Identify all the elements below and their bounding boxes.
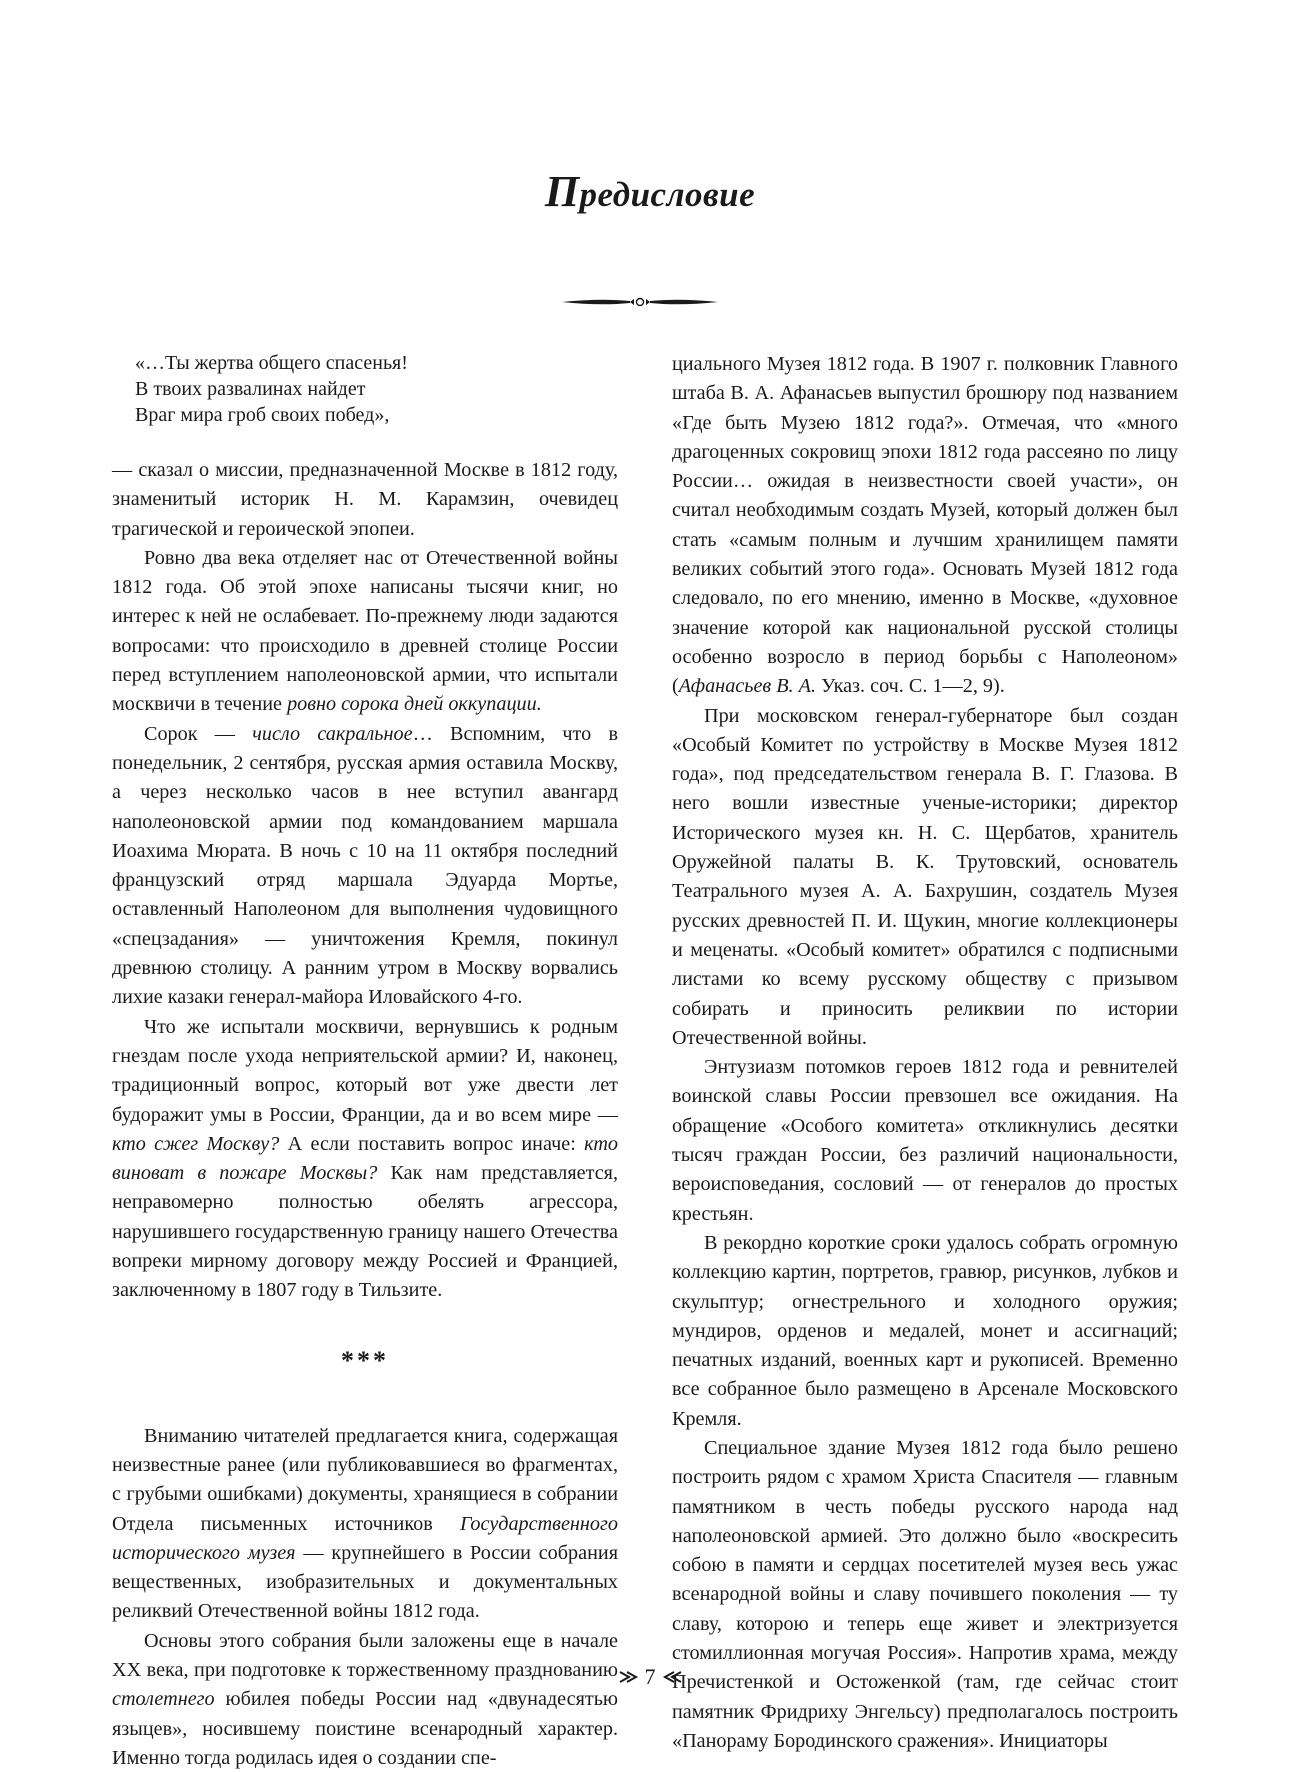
epigraph-line: «…Ты жертва общего спасенья! — [135, 352, 408, 374]
paragraph: — сказал о миссии, предназначенной Москве в 1812 году, знаменитый историк Н. М. Карамзин, очевидец трагической и героической эпопеи. — [112, 459, 618, 540]
page-title: Предисловие — [544, 167, 756, 216]
epigraph-line: Враг мира гроб своих побед», — [135, 404, 390, 426]
paragraph: При московском генерал-губернаторе был создан «Особый Комитет по устройству в Москве Музея 1812 года», под председательством генерала В. Г. Глазова. В него вошли известные ученые-историки; директор Исторического музея кн. Н. С. Щербатов, хранитель Оружейной палаты В. К. Трутовский, основатель Театрального музея А. А. Бахрушин, создатель Музея русских древностей П. И. Щукин, многие коллекционеры и меценаты. «Особый комитет» обратился с подписными листами ко всему русскому обществу с призывом собирать и приносить реликвии по истории Отечественной войны. — [672, 704, 1178, 1049]
paragraph: Что же испытали москвичи, вернувшись к родным гнездам после ухода неприятельской армии? И, наконец, традиционный вопрос, который вот уже двести лет будоражит умы в России, Франции, да и во всем мире — кто сжег Москву? А если поставить вопрос иначе: кто виноват в пожаре Москвы? Как нам представляется, неправомерно полностью обелять агрессора, нарушившего государственную границу нашего Отечества вопреки мирному договору между Россией и Францией, заключенному в 1807 году в Тильзите. — [112, 1015, 618, 1302]
paragraph: циального Музея 1812 года. В 1907 г. полковник Главного штаба В. А. Афанасьев выпустил брошюру под названием «Где быть Музею 1812 года?». Отмечая, что «много драгоценных сокровищ эпохи 1812 года рассеяно по лицу России… ожидая в неизвестности своей участи», он считал необходимым создать Музей, который должен был стать «самым полным и лучшим хранилищем памяти великих событий этого года». Основать Музей 1812 года следовало, по его мнению, именно в Москве, «духовное значение которой как национальной русской столицы особенно возросло в период борьбы с Наполеоном» (Афанасьев В. А. Указ. соч. С. 1—2, 9). — [672, 353, 1178, 698]
page-number-value: 7 — [644, 1664, 656, 1689]
paragraph: Сорок — число сакральное… Вспомним, что в понедельник, 2 сентября, русская армия оставила Москву, а через несколько часов в нее вступил авангард наполеоновской армии под командованием маршала Иоахима Мюрата. В ночь с 10 на 11 октября последний французский отряд маршала Эдуарда Мортье, оставленный Наполеоном для выполнения чудовищного «спецзадания» — уничтожения Кремля, покинул древнюю столицу. А ранним утром в Москву ворвались лихие казаки генерал-майора Иловайского 4-го. — [112, 722, 618, 1009]
arrow-left-ornament-icon — [662, 1669, 682, 1685]
arrow-right-ornament-icon — [619, 1669, 639, 1685]
paragraph: Специальное здание Музея 1812 года было решено построить рядом с храмом Христа Спасителя — главным памятником в честь победы русского народа над наполеоновской армией. Это должно было «воскресить собою в памяти и сердцах посетителей музея весь ужас всенародной войны и славу почившего поколения — ту славу, которою и теперь еще живет и электризуется стомиллионная могучая Россия». Напротив храма, между Пречистенкой и Остоженкой (там, где сейчас стоит памятник Фридриху Энгельсу) предполагалось построить «Панораму Бородинского сражения». Инициаторы — [672, 1436, 1178, 1752]
section-separator: *** — [341, 1345, 389, 1375]
paragraph: Ровно два века отделяет нас от Отечественной войны 1812 года. Об этой эпохе написаны тысячи книг, но интерес к ней не ослабевает. По-прежнему люди задаются вопросами: что происходило в древней столице России перед вступлением наполеоновской армии, что испытали москвичи в течение ровно сорока дней оккупации. — [112, 546, 618, 716]
divider-ornament-icon — [560, 292, 720, 312]
paragraph: Энтузиазм потомков героев 1812 года и ревнителей воинской славы России превзошел все ожидания. На обращение «Особого комитета» откликнулись десятки тысяч граждан России, без различий национальности, вероисповедания, сословий — от генералов до простых крестьян. — [672, 1056, 1178, 1225]
page-number — [0, 1664, 1300, 1690]
paragraph: Вниманию читателей предлагается книга, содержащая неизвестные ранее (или публиковавшиеся во фрагментах, с грубыми ошибками) документы, хранящиеся в собрании Отдела письменных источников Государственного исторического музея — крупнейшего в России собрания вещественных, изобразительных и документальных реликвий Отечественной войны 1812 года. — [112, 1424, 618, 1623]
epigraph-line: В твоих развалинах найдет — [135, 378, 366, 400]
epigraph — [135, 350, 618, 428]
right-column — [672, 350, 1178, 1756]
paragraph: Основы этого собрания были заложены еще в начале XX века, при подготовке к торжественному празднованию столетнего юбилея победы России над «двунадесятью языцев», носившему поистине всенародный характер. Именно тогда родилась идея о создании спе- — [112, 1629, 618, 1769]
left-column — [112, 350, 618, 1773]
paragraph: В рекордно короткие сроки удалось собрать огромную коллекцию картин, портретов, гравюр, рисунков, лубков и скульптур; огнестрельного и холодного оружия; мундиров, орденов и медалей, монет и ассигнаций; печатных изданий, военных карт и рукописей. Временно все собранное было размещено в Арсенале Московского Кремля. — [672, 1231, 1178, 1430]
